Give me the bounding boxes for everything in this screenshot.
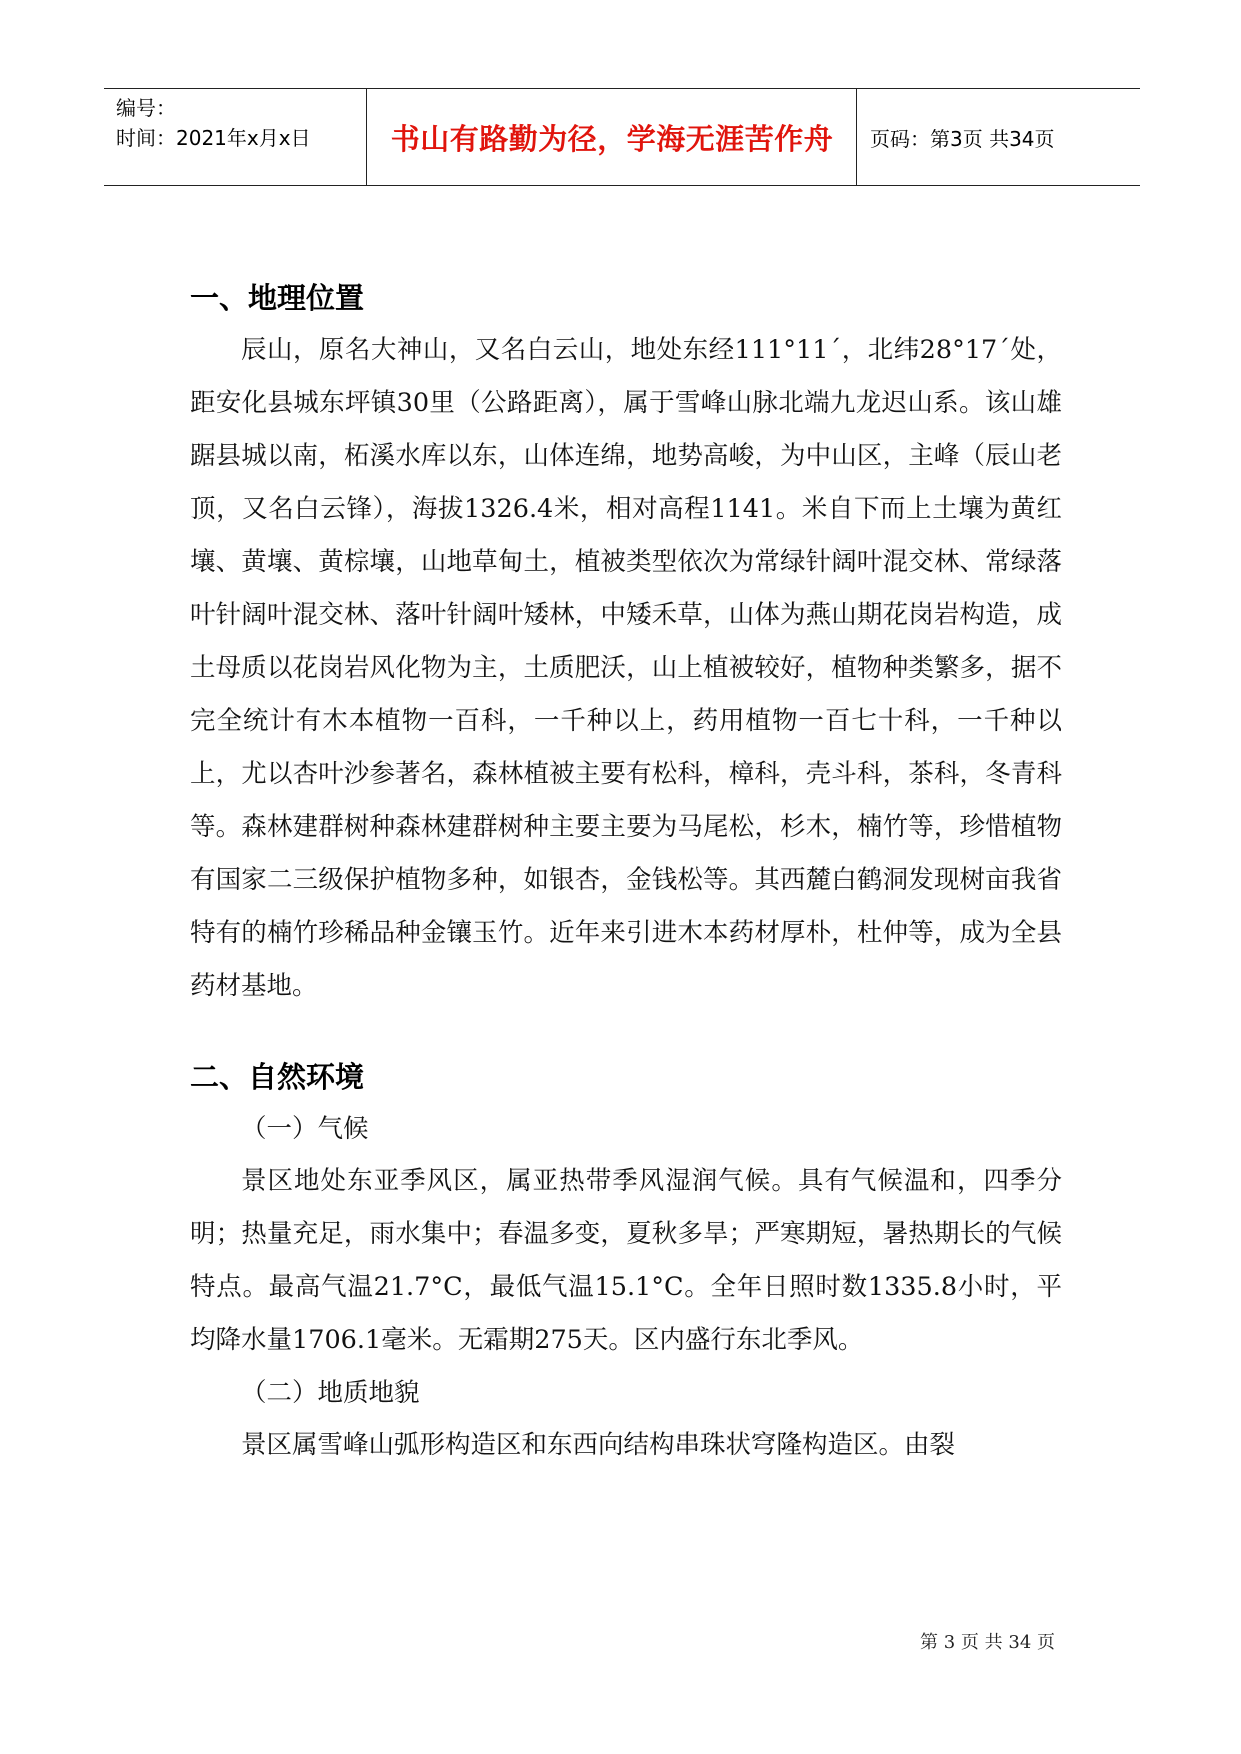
header-divider <box>366 89 367 185</box>
document-date: 时间：2021年x月x日 <box>116 126 311 150</box>
body-paragraph: 景区地处东亚季风区，属亚热带季风湿润气候。具有气候温和，四季分明；热量充足，雨水集中；春温多变，夏秋多旱；严寒期短，暑热期长的气候特点。最高气温21.7°C，最低气温15.1°C。全年日照时数1335.8小时，平均降水量1706.1毫米。无霜期275天。区内盛行东北季风。 <box>190 1166 1062 1355</box>
page-footer: 第 3 页 共 34 页 <box>920 1632 1055 1653</box>
subsection-heading: （二）地质地貌 <box>241 1378 420 1408</box>
document-number: 编号： <box>116 96 176 120</box>
header-meta <box>116 93 362 153</box>
section-heading: 二、自然环境 <box>190 1060 365 1094</box>
header-motto: 书山有路勤为径，学海无涯苦作舟 <box>390 121 834 156</box>
section-heading: 一、地理位置 <box>190 281 365 315</box>
body-paragraph: 景区属雪峰山弧形构造区和东西向结构串珠状穹隆构造区。由裂 <box>241 1430 956 1460</box>
document-body <box>190 272 1062 1472</box>
body-paragraph: 辰山，原名大神山，又名白云山，地处东经111°11´，北纬28°17´处，距安化县城东坪镇30里（公路距离），属于雪峰山脉北端九龙迟山系。该山雄踞县城以南，柘溪水库以东，山体连绵，地势高峻，为中山区，主峰（辰山老顶，又名白云锋），海拔1326.4米，相对高程1141。米自下而上土壤为黄红壤、黄壤、黄棕壤，山地草甸土，植被类型依次为常绿针阔叶混交林、常绿落叶针阔叶混交林、落叶针阔叶矮林，中矮禾草，山体为燕山期花岗岩构造，成土母质以花岗岩风化物为主，土质肥沃，山上植被较好，植物种类繁多，据不完全统计有木本植物一百科，一千种以上，药用植物一百七十科，一千种以上，尤以杏叶沙参著名，森林植被主要有松科，樟科，壳斗科，茶科，冬青科等。森林建群树种森林建群树种主要主要为马尾松，杉木，楠竹等，珍惜植物有国家二三级保护植物多种，如银杏，金钱松等。其西麓白鹤洞发现树亩我省特有的楠竹珍稀品种金镶玉竹。近年来引进木本药材厚朴，杜仲等，成为全县药材基地。 <box>190 335 1062 1001</box>
header-page-info: 页码：第3页 共34页 <box>870 126 1055 151</box>
subsection-heading: （一）气候 <box>241 1114 369 1144</box>
document-header <box>104 88 1140 186</box>
header-divider <box>856 89 857 185</box>
